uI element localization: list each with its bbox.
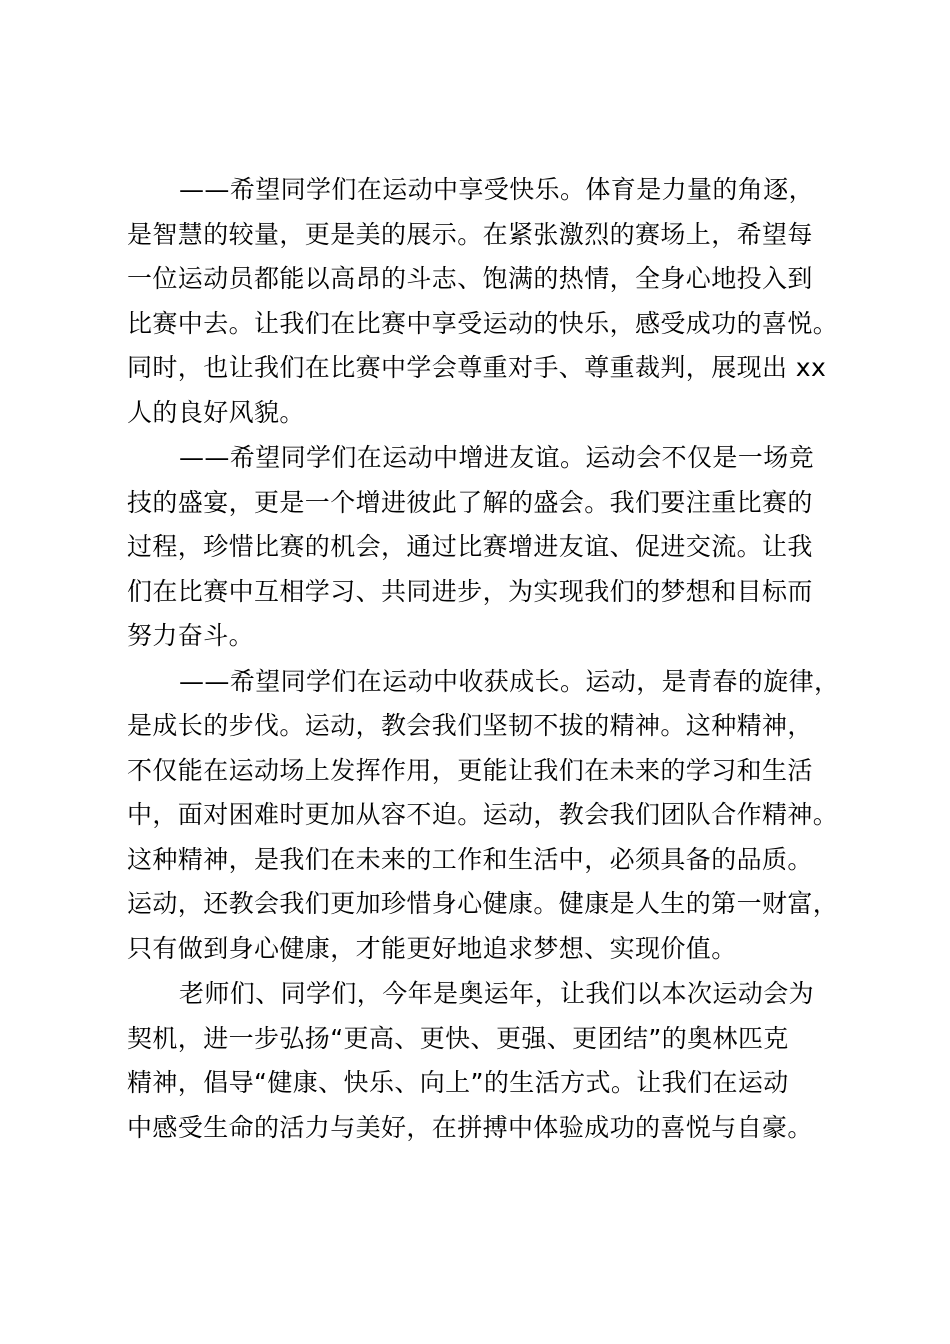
paragraph-line: 只有做到身心健康，才能更好地追求梦想、实现价值。 [127,933,737,963]
paragraph-line: 老师们、同学们，今年是奥运年，让我们以本次运动会为 [179,979,815,1008]
paragraph-gain-growth [127,660,839,972]
paragraph-line: 努力奋斗。 [127,621,255,650]
paragraph-line: ——希望同学们在运动中享受快乐。体育是力量的角逐， [179,175,815,204]
paragraph-line: 同时，也让我们在比赛中学会尊重对手、尊重裁判，展现出 xx [127,353,827,382]
paragraph-line: 技的盛宴，更是一个增进彼此了解的盛会。我们要注重比赛的 [127,487,813,517]
paragraph-promote-friendship [127,436,839,659]
paragraph-enjoy-happiness [127,168,839,435]
paragraph-line: ——希望同学们在运动中增进友谊。运动会不仅是一场竞 [179,443,815,472]
paragraph-line: 中，面对困难时更加从容不迫。运动，教会我们团队合作精神。 [127,800,839,829]
paragraph-line: 人的良好风貌。 [127,397,305,427]
paragraph-line: 这种精神，是我们在未来的工作和生活中，必须具备的品质。 [127,844,813,874]
paragraph-line: 运动，还教会我们更加珍惜身心健康。健康是人生的第一财富， [127,889,839,918]
paragraph-line: 们在比赛中互相学习、共同进步，为实现我们的梦想和目标而 [127,576,813,606]
paragraph-olympic-spirit [127,972,839,1150]
paragraph-line: 不仅能在运动场上发挥作用，更能让我们在未来的学习和生活 [127,755,813,785]
document-body [127,168,839,1150]
paragraph-line: 一位运动员都能以高昂的斗志、饱满的热情，全身心地投入到 [127,264,813,293]
paragraph-line: 精神，倡导“健康、快乐、向上”的生活方式。让我们在运动 [127,1068,789,1097]
paragraph-line: 比赛中去。让我们在比赛中享受运动的快乐，感受成功的喜悦。 [127,308,839,338]
paragraph-line: 契机，进一步弘扬“更高、更快、更强、更团结”的奥林匹克 [127,1023,789,1053]
paragraph-line: 中感受生命的活力与美好，在拼搏中体验成功的喜悦与自豪。 [127,1112,813,1142]
paragraph-line: 是成长的步伐。运动，教会我们坚韧不拔的精神。这种精神， [127,711,813,740]
paragraph-line: 过程，珍惜比赛的机会，通过比赛增进友谊、促进交流。让我 [127,532,813,561]
paragraph-line: 是智慧的较量，更是美的展示。在紧张激烈的赛场上，希望每 [127,219,813,249]
paragraph-line: ——希望同学们在运动中收获成长。运动，是青春的旋律， [179,666,840,696]
